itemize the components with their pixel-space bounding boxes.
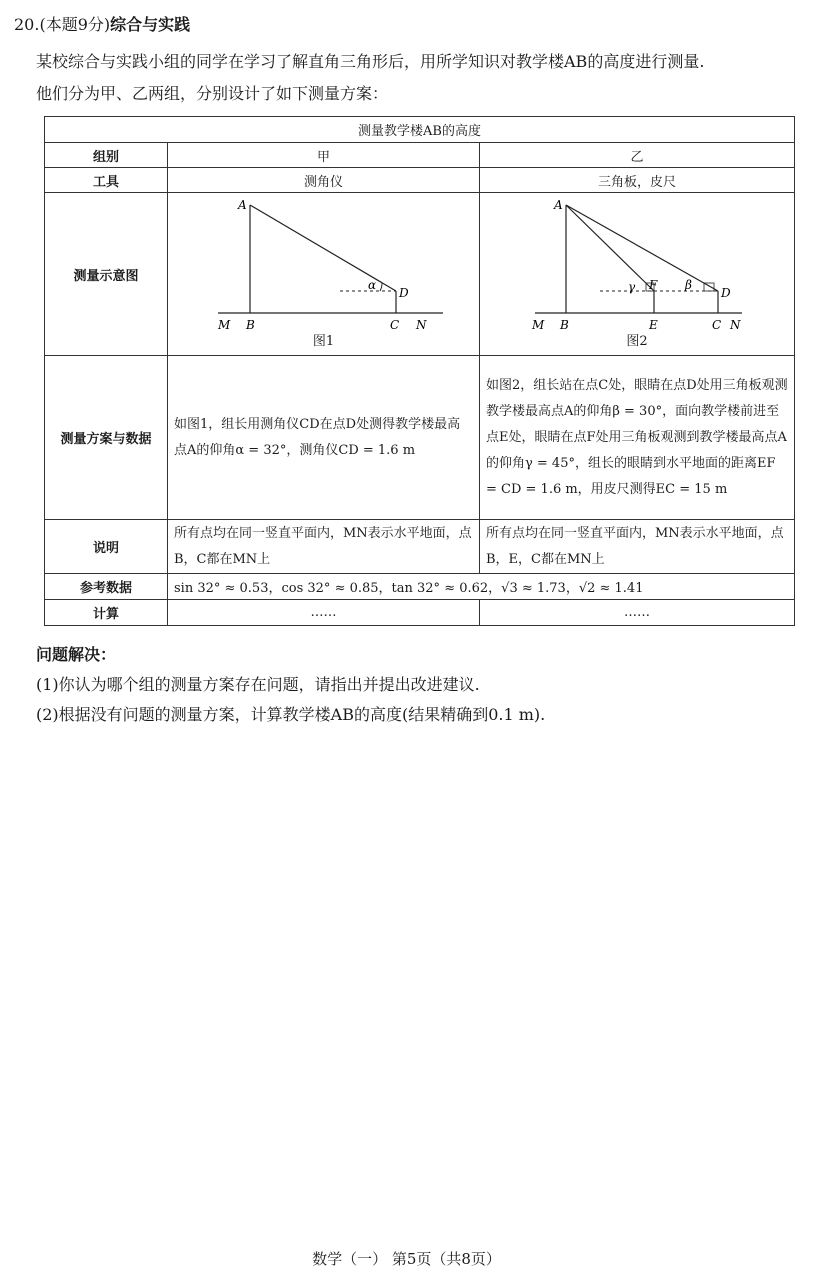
group-jia: 甲 xyxy=(168,143,480,168)
row-label-note: 说明 xyxy=(45,520,168,574)
row-label-group: 组别 xyxy=(45,143,168,168)
page-footer: 数学（一） 第5页（共8页） xyxy=(312,1250,501,1268)
sight-line-ad xyxy=(566,205,718,291)
label-a: A xyxy=(554,198,563,212)
calc-jia: …… xyxy=(168,600,480,626)
note-jia: 所有点均在同一竖直平面内，MN表示水平地面，点B，C都在MN上 xyxy=(168,520,480,574)
tool-yi: 三角板，皮尺 xyxy=(480,168,795,193)
figure-1-caption: 图1 xyxy=(312,334,335,349)
row-label-diagram: 测量示意图 xyxy=(45,193,168,356)
label-m: M xyxy=(218,318,231,332)
label-b: B xyxy=(560,318,569,332)
note-yi: 所有点均在同一竖直平面内，MN表示水平地面，点B，E，C都在MN上 xyxy=(480,520,795,574)
label-n: N xyxy=(416,318,427,332)
figure-1-cell xyxy=(168,193,480,356)
label-c: C xyxy=(390,318,400,332)
figure-2-caption: 图2 xyxy=(626,334,648,349)
calc-yi: …… xyxy=(480,600,795,626)
question-header xyxy=(14,14,190,36)
question-score: (本题9分) xyxy=(39,15,111,34)
problem-q1: (1)你认为哪个组的测量方案存在问题，请指出并提出改进建议. xyxy=(36,675,480,694)
question-number: 20. xyxy=(14,15,40,34)
row-label-ref: 参考数据 xyxy=(45,574,168,600)
label-m: M xyxy=(532,318,545,332)
row-label-calc: 计算 xyxy=(45,600,168,626)
row-label-tool: 工具 xyxy=(45,168,168,193)
problem-title: 问题解决： xyxy=(36,645,117,664)
figure-2-cell xyxy=(480,193,795,356)
group-yi: 乙 xyxy=(480,143,795,168)
label-d: D xyxy=(399,286,409,300)
problem-q2: (2)根据没有问题的测量方案，计算教学楼AB的高度(结果精确到0.1 m). xyxy=(36,705,546,724)
plan-jia: 如图1，组长用测角仪CD在点D处测得教学楼最高点A的仰角α = 32°，测角仪CD = 1.6 m xyxy=(168,356,480,520)
intro-line-2: 他们分为甲、乙两组，分别设计了如下测量方案： xyxy=(36,84,389,103)
angle-alpha-arc xyxy=(380,283,382,291)
label-a: A xyxy=(238,198,247,212)
label-n: N xyxy=(730,318,741,332)
label-f: F xyxy=(649,278,658,292)
label-b: B xyxy=(246,318,255,332)
tool-jia: 测角仪 xyxy=(168,168,480,193)
label-c: C xyxy=(712,318,722,332)
plan-yi: 如图2，组长站在点C处，眼睛在点D处用三角板观测教学楼最高点A的仰角β = 30°，面向教学楼前进至点E处，眼睛在点F处用三角板观测到教学楼最高点A的仰角γ = 45°，组长的眼睛到水平地面的距离EF = CD = 1.6 m，用皮尺测得EC = 15 m xyxy=(480,356,795,520)
question-intro xyxy=(36,46,806,110)
label-d: D xyxy=(721,286,731,300)
row-label-plan: 测量方案与数据 xyxy=(45,356,168,520)
label-gamma: γ xyxy=(628,280,636,294)
reference-data: sin 32° ≈ 0.53，cos 32° ≈ 0.85，tan 32° ≈ 0.62，√3 ≈ 1.73，√2 ≈ 1.41 xyxy=(168,574,795,600)
table-title: 测量教学楼AB的高度 xyxy=(45,117,795,143)
intro-line-1: 某校综合与实践小组的同学在学习了解直角三角形后，用所学知识对教学楼AB的高度进行测量. xyxy=(36,52,705,71)
problem-section xyxy=(36,640,545,730)
label-alpha: α xyxy=(368,278,377,292)
label-beta: β xyxy=(685,278,692,292)
label-e: E xyxy=(649,318,658,332)
question-topic: 综合与实践 xyxy=(110,15,191,34)
measurement-table xyxy=(44,116,795,626)
